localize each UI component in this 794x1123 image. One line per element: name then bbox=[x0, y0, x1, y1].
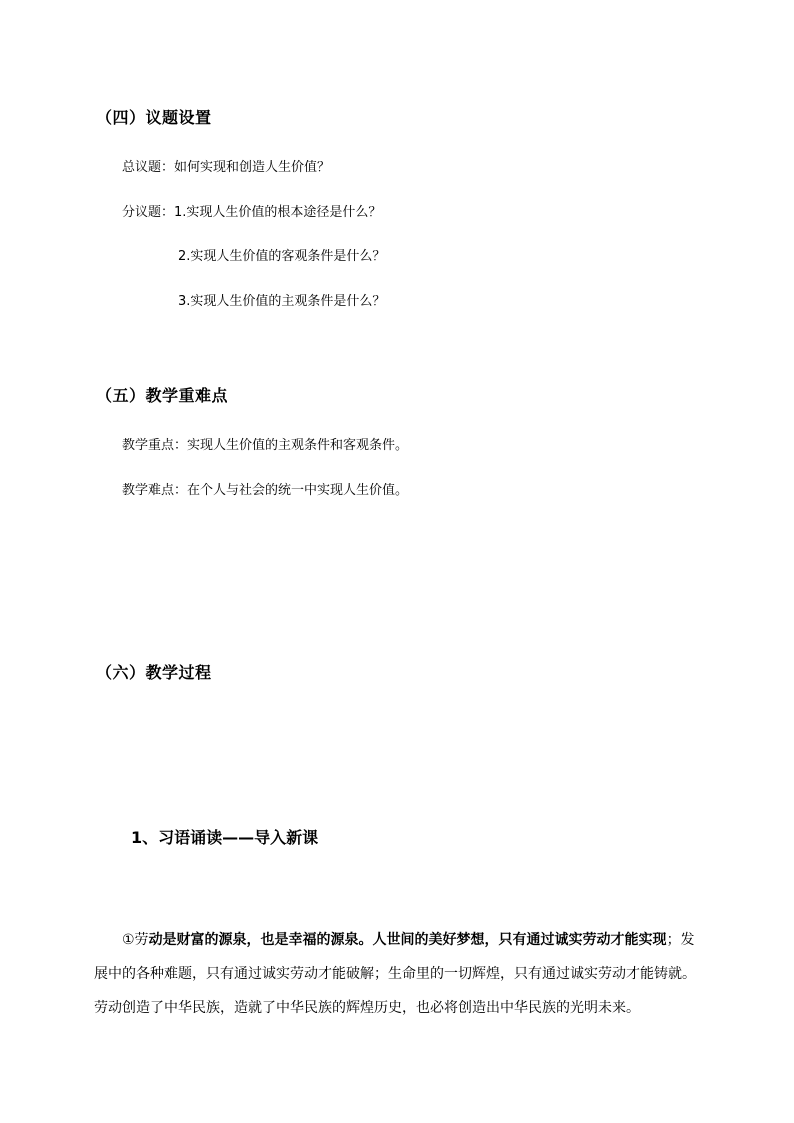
key-point-label: 教学重点： bbox=[122, 438, 188, 453]
step-1-title: 1、习语诵读——导入新课 bbox=[131, 828, 319, 847]
quote-marker: ①劳 bbox=[122, 932, 149, 948]
quote-rest-text: ；发展中的各种难题，只有通过诚实劳动才能破解；生命里的一切辉煌，只有通过诚实劳动才能铸就。劳动创造了中华民族，造就了中华民族的辉煌历史，也必将创造出中华民族的光明未来。 bbox=[94, 932, 696, 1016]
key-point-line bbox=[122, 434, 408, 453]
sub-topic-3: 3.实现人生价值的主观条件是什么？ bbox=[178, 294, 386, 309]
main-topic-text: 如何实现和创造人生价值？ bbox=[174, 160, 331, 175]
main-topic-label: 总议题： bbox=[122, 160, 175, 175]
sub-topic-1: 1.实现人生价值的根本途径是什么？ bbox=[174, 205, 382, 220]
quote-paragraph bbox=[94, 923, 704, 1025]
sub-topic-label: 分议题： bbox=[122, 205, 175, 220]
quote-bold-text: 动是财富的源泉，也是幸福的源泉。人世间的美好梦想，只有通过诚实劳动才能实现 bbox=[148, 932, 667, 948]
section-6-heading: （六）教学过程 bbox=[96, 663, 212, 682]
difficult-point-text: 在个人与社会的统一中实现人生价值。 bbox=[187, 483, 409, 498]
difficult-point-label: 教学难点： bbox=[122, 483, 188, 498]
sub-topic-2: 2.实现人生价值的客观条件是什么？ bbox=[178, 249, 386, 264]
main-topic-line bbox=[122, 156, 330, 175]
section-5-heading: （五）教学重难点 bbox=[96, 386, 229, 405]
key-point-text: 实现人生价值的主观条件和客观条件。 bbox=[187, 438, 409, 453]
section-4-heading: （四）议题设置 bbox=[96, 108, 212, 127]
sub-topic-line-1 bbox=[122, 201, 381, 220]
difficult-point-line bbox=[122, 479, 408, 498]
